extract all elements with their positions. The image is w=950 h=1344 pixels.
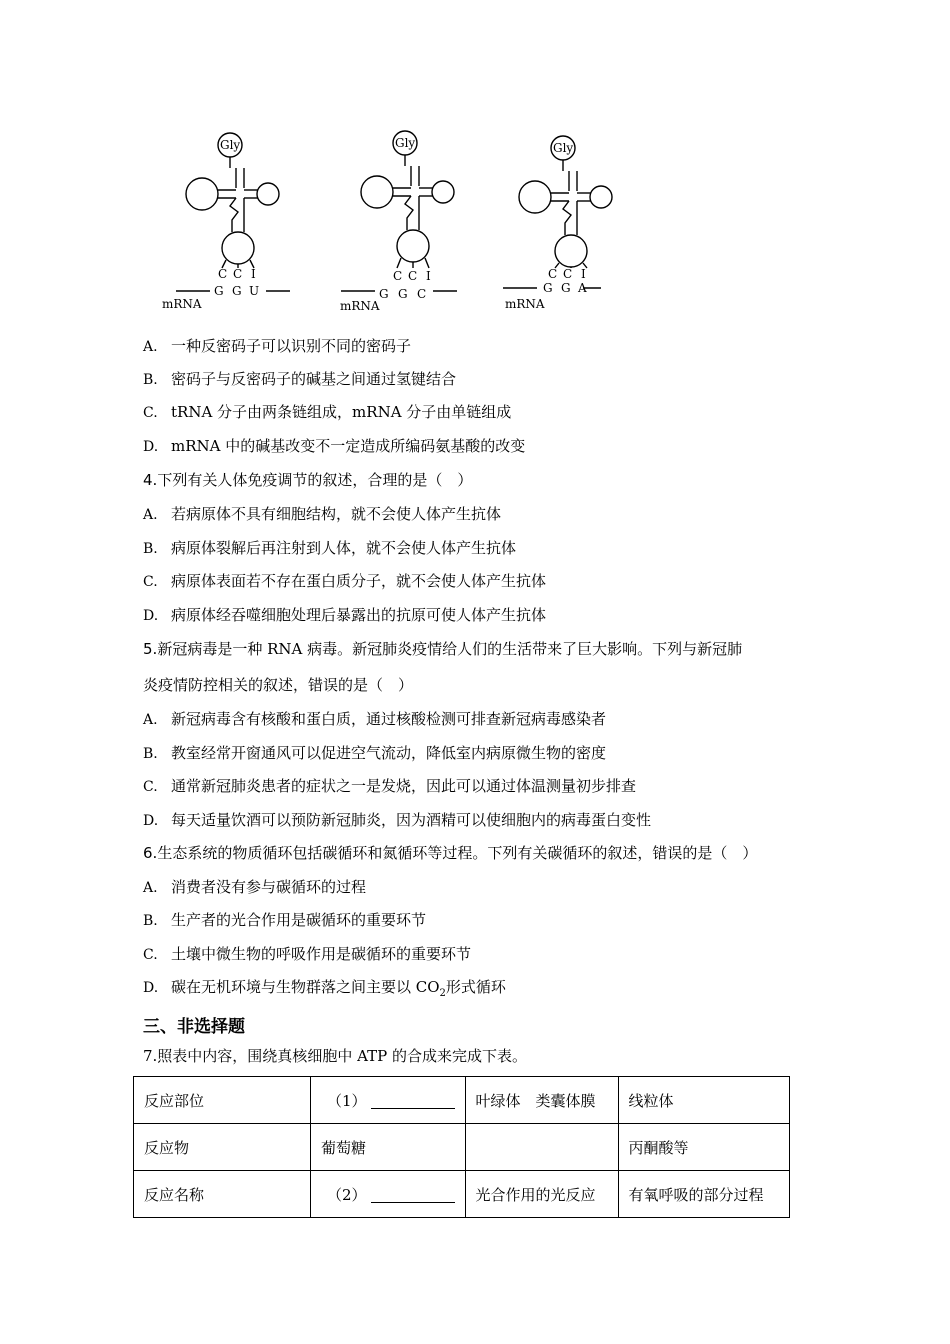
q3-option-b: B. 密码子与反密码子的碱基之间通过氢键结合 <box>143 370 457 388</box>
svg-text:C: C <box>233 267 243 281</box>
table-cell: （2） <box>311 1171 466 1218</box>
answer-blank-1[interactable] <box>371 1094 455 1109</box>
svg-text:G: G <box>232 284 242 298</box>
svg-text:G: G <box>214 284 224 298</box>
q4-stem: 4.下列有关人体免疫调节的叙述，合理的是（ ） <box>143 471 473 489</box>
q6-option-c: C. 土壤中微生物的呼吸作用是碳循环的重要环节 <box>143 945 472 963</box>
table-cell: 葡萄糖 <box>311 1124 466 1171</box>
table-cell: 有氧呼吸的部分过程 <box>618 1171 789 1218</box>
table-row <box>134 1171 790 1218</box>
svg-text:C: C <box>417 287 427 301</box>
q7-stem: 7.照表中内容，围绕真核细胞中 ATP 的合成来完成下表。 <box>143 1047 527 1065</box>
table-cell: 叶绿体 类囊体膜 <box>465 1077 618 1124</box>
q4-option-c: C. 病原体表面若不存在蛋白质分子，就不会使人体产生抗体 <box>143 572 547 590</box>
svg-text:I: I <box>426 269 431 283</box>
trna-diagram <box>150 128 630 328</box>
trna-3-aa: Gly <box>553 141 574 155</box>
table-cell: 反应部位 <box>134 1077 311 1124</box>
svg-text:A: A <box>578 281 587 295</box>
q5-option-c: C. 通常新冠肺炎患者的症状之一是发烧，因此可以通过体温测量初步排查 <box>143 777 637 795</box>
table-cell: 反应物 <box>134 1124 311 1171</box>
q3-option-c: C. tRNA 分子由两条链组成，mRNA 分子由单链组成 <box>143 403 512 421</box>
svg-text:C: C <box>393 269 403 283</box>
q7-table <box>133 1076 790 1218</box>
q6-option-a: A. 消费者没有参与碳循环的过程 <box>143 878 367 896</box>
q3-option-a: A. 一种反密码子可以识别不同的密码子 <box>143 337 412 355</box>
q6-stem: 6.生态系统的物质循环包括碳循环和氮循环等过程。下列有关碳循环的叙述，错误的是（ ） <box>143 844 758 862</box>
q6-option-d: D. 碳在无机环境与生物群落之间主要以 $CO_2$形式循环 <box>143 978 506 999</box>
q5-stem: 5.新冠病毒是一种 RNA 病毒。新冠肺炎疫情给人们的生活带来了巨大影响。下列与新冠肺 <box>143 640 743 658</box>
trna-figure <box>150 128 630 328</box>
svg-text:C: C <box>218 267 228 281</box>
table-cell: 线粒体 <box>618 1077 789 1124</box>
answer-blank-2[interactable] <box>371 1188 455 1203</box>
q3-option-d: D. mRNA 中的碱基改变不一定造成所编码氨基酸的改变 <box>143 437 526 455</box>
trna-3 <box>503 136 612 288</box>
svg-text:C: C <box>408 269 418 283</box>
svg-text:G: G <box>561 281 571 295</box>
svg-text:C: C <box>563 267 573 281</box>
table-cell: 光合作用的光反应 <box>465 1171 618 1218</box>
q4-option-d: D. 病原体经吞噬细胞处理后暴露出的抗原可使人体产生抗体 <box>143 606 547 624</box>
table-row <box>134 1124 790 1171</box>
q5-stem-cont: 炎疫情防控相关的叙述，错误的是（ ） <box>143 676 414 694</box>
trna-2 <box>341 131 457 291</box>
trna-2-aa: Gly <box>395 136 416 150</box>
q5-option-b: B. 教室经常开窗通风可以促进空气流动，降低室内病原微生物的密度 <box>143 744 607 762</box>
svg-text:G: G <box>398 287 408 301</box>
q5-option-d: D. 每天适量饮酒可以预防新冠肺炎，因为酒精可以使细胞内的病毒蛋白变性 <box>143 811 652 829</box>
q5-option-a: A. 新冠病毒含有核酸和蛋白质，通过核酸检测可排查新冠病毒感染者 <box>143 710 607 728</box>
svg-text:I: I <box>581 267 586 281</box>
table-cell: （1） <box>311 1077 466 1124</box>
svg-text:C: C <box>548 267 558 281</box>
svg-text:U: U <box>249 284 260 298</box>
trna-1-mrna-label: mRNA <box>162 297 202 311</box>
trna-2-mrna-label: mRNA <box>340 299 380 313</box>
table-cell: 反应名称 <box>134 1171 311 1218</box>
svg-text:G: G <box>543 281 553 295</box>
q6-option-b: B. 生产者的光合作用是碳循环的重要环节 <box>143 911 427 929</box>
table-row <box>134 1077 790 1124</box>
section-title: 三、非选择题 <box>143 1017 245 1037</box>
table-cell: 丙酮酸等 <box>618 1124 789 1171</box>
svg-text:G: G <box>379 287 389 301</box>
q4-option-b: B. 病原体裂解后再注射到人体，就不会使人体产生抗体 <box>143 539 517 557</box>
trna-1-aa: Gly <box>220 138 241 152</box>
q4-option-a: A. 若病原体不具有细胞结构，就不会使人体产生抗体 <box>143 505 502 523</box>
svg-text:I: I <box>251 267 256 281</box>
trna-3-mrna-label: mRNA <box>505 297 545 311</box>
table-cell[interactable] <box>465 1124 618 1171</box>
